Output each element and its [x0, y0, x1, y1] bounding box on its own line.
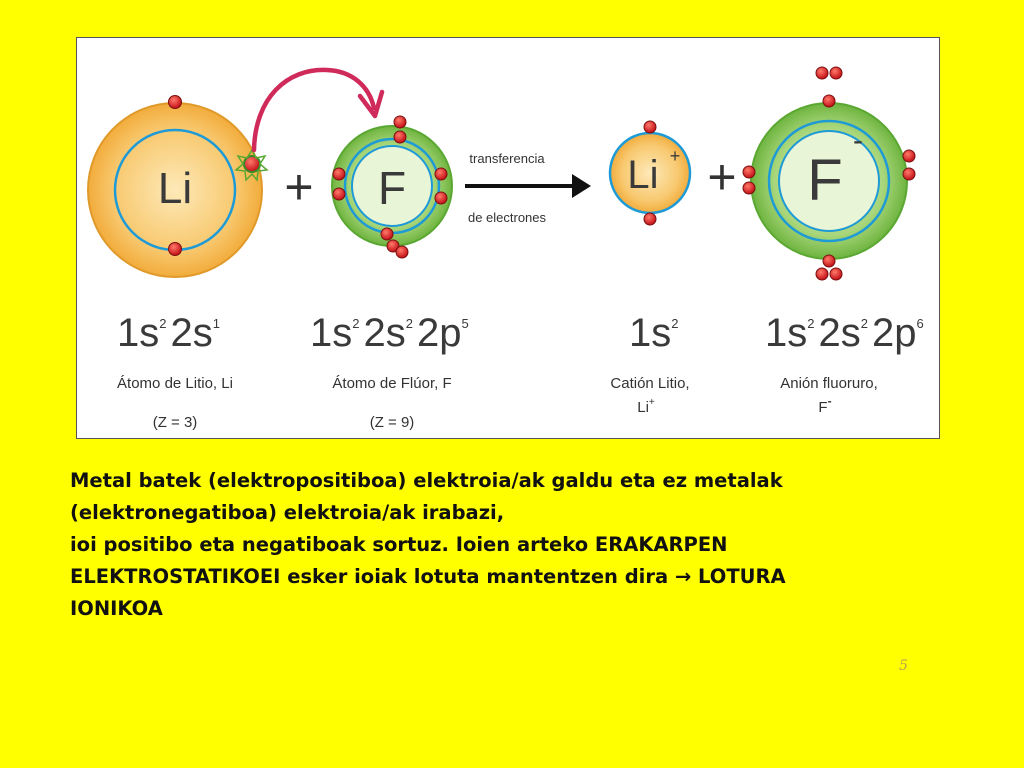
lithium-cation — [610, 121, 690, 225]
f-symbol: F — [377, 162, 407, 214]
explanation-line: ELEKTROSTATIKOEI esker ioiak lotuta mantentzen dira → LOTURA — [70, 565, 786, 588]
electron — [830, 268, 842, 280]
li-config: $1s^2$ $2s^1$ — [117, 311, 220, 355]
page-number: 5 — [899, 658, 908, 674]
electron — [333, 188, 345, 200]
electron — [169, 96, 182, 109]
electron — [743, 182, 755, 194]
electron — [644, 213, 656, 225]
electron — [169, 243, 182, 256]
electron — [823, 95, 835, 107]
li-caption: Átomo de Litio, Li — [117, 375, 233, 392]
fluorine-atom — [332, 116, 452, 258]
electron — [903, 150, 915, 162]
f-ion-config: $1s^2$ $2s^2$ $2p^6$ — [765, 311, 924, 355]
explanation-line: (elektronegatiboa) elektroia/ak irabazi, — [70, 501, 505, 524]
f-ion-caption: Anión fluoruro, — [780, 375, 878, 392]
electron — [816, 67, 828, 79]
f-z-caption: (Z = 9) — [369, 414, 415, 431]
arrow-label-line1: transferencia — [469, 151, 545, 166]
diagram-svg — [77, 38, 939, 438]
electron — [435, 168, 447, 180]
li-ion-config: $1s^2$ — [629, 311, 679, 355]
electron — [381, 228, 393, 240]
li-z-caption: (Z = 3) — [152, 414, 198, 431]
f-ion-formula: F- — [818, 394, 832, 416]
electron — [830, 67, 842, 79]
electron — [816, 268, 828, 280]
electron — [903, 168, 915, 180]
explanation-line: ioi positibo eta negatiboak sortuz. Ioien arteko ERAKARPEN — [70, 533, 728, 556]
ionic-bond-diagram — [76, 37, 940, 439]
li-ion-symbol: Li — [627, 153, 659, 197]
electron — [394, 131, 406, 143]
fluoride-anion — [743, 67, 915, 280]
f-caption: Átomo de Flúor, F — [332, 375, 452, 392]
explanation-line: IONIKOA — [70, 597, 163, 620]
explanation-text — [70, 465, 960, 625]
li-symbol: Li — [157, 164, 193, 213]
f-ion-charge: - — [853, 124, 863, 157]
li-ion-caption: Catión Litio, — [610, 375, 690, 392]
lithium-atom — [88, 96, 267, 278]
electron — [823, 255, 835, 267]
electron — [743, 166, 755, 178]
electron — [644, 121, 656, 133]
electron — [396, 246, 408, 258]
f-config: $1s^2$ $2s^2$ $2p^5$ — [310, 311, 469, 355]
li-ion-charge: + — [669, 146, 681, 166]
electron — [333, 168, 345, 180]
li-ion-formula: Li+ — [637, 397, 655, 416]
electron — [435, 192, 447, 204]
arrow-label-line2: de electrones — [467, 210, 547, 225]
reaction-arrow-head-icon — [572, 174, 591, 198]
explanation-line: Metal batek (elektropositiboa) elektroia/ak galdu eta ez metalak — [70, 469, 783, 492]
plus-sign: + — [284, 159, 314, 215]
f-ion-symbol: F — [807, 148, 843, 213]
plus-sign: + — [707, 149, 737, 205]
electron — [394, 116, 406, 128]
